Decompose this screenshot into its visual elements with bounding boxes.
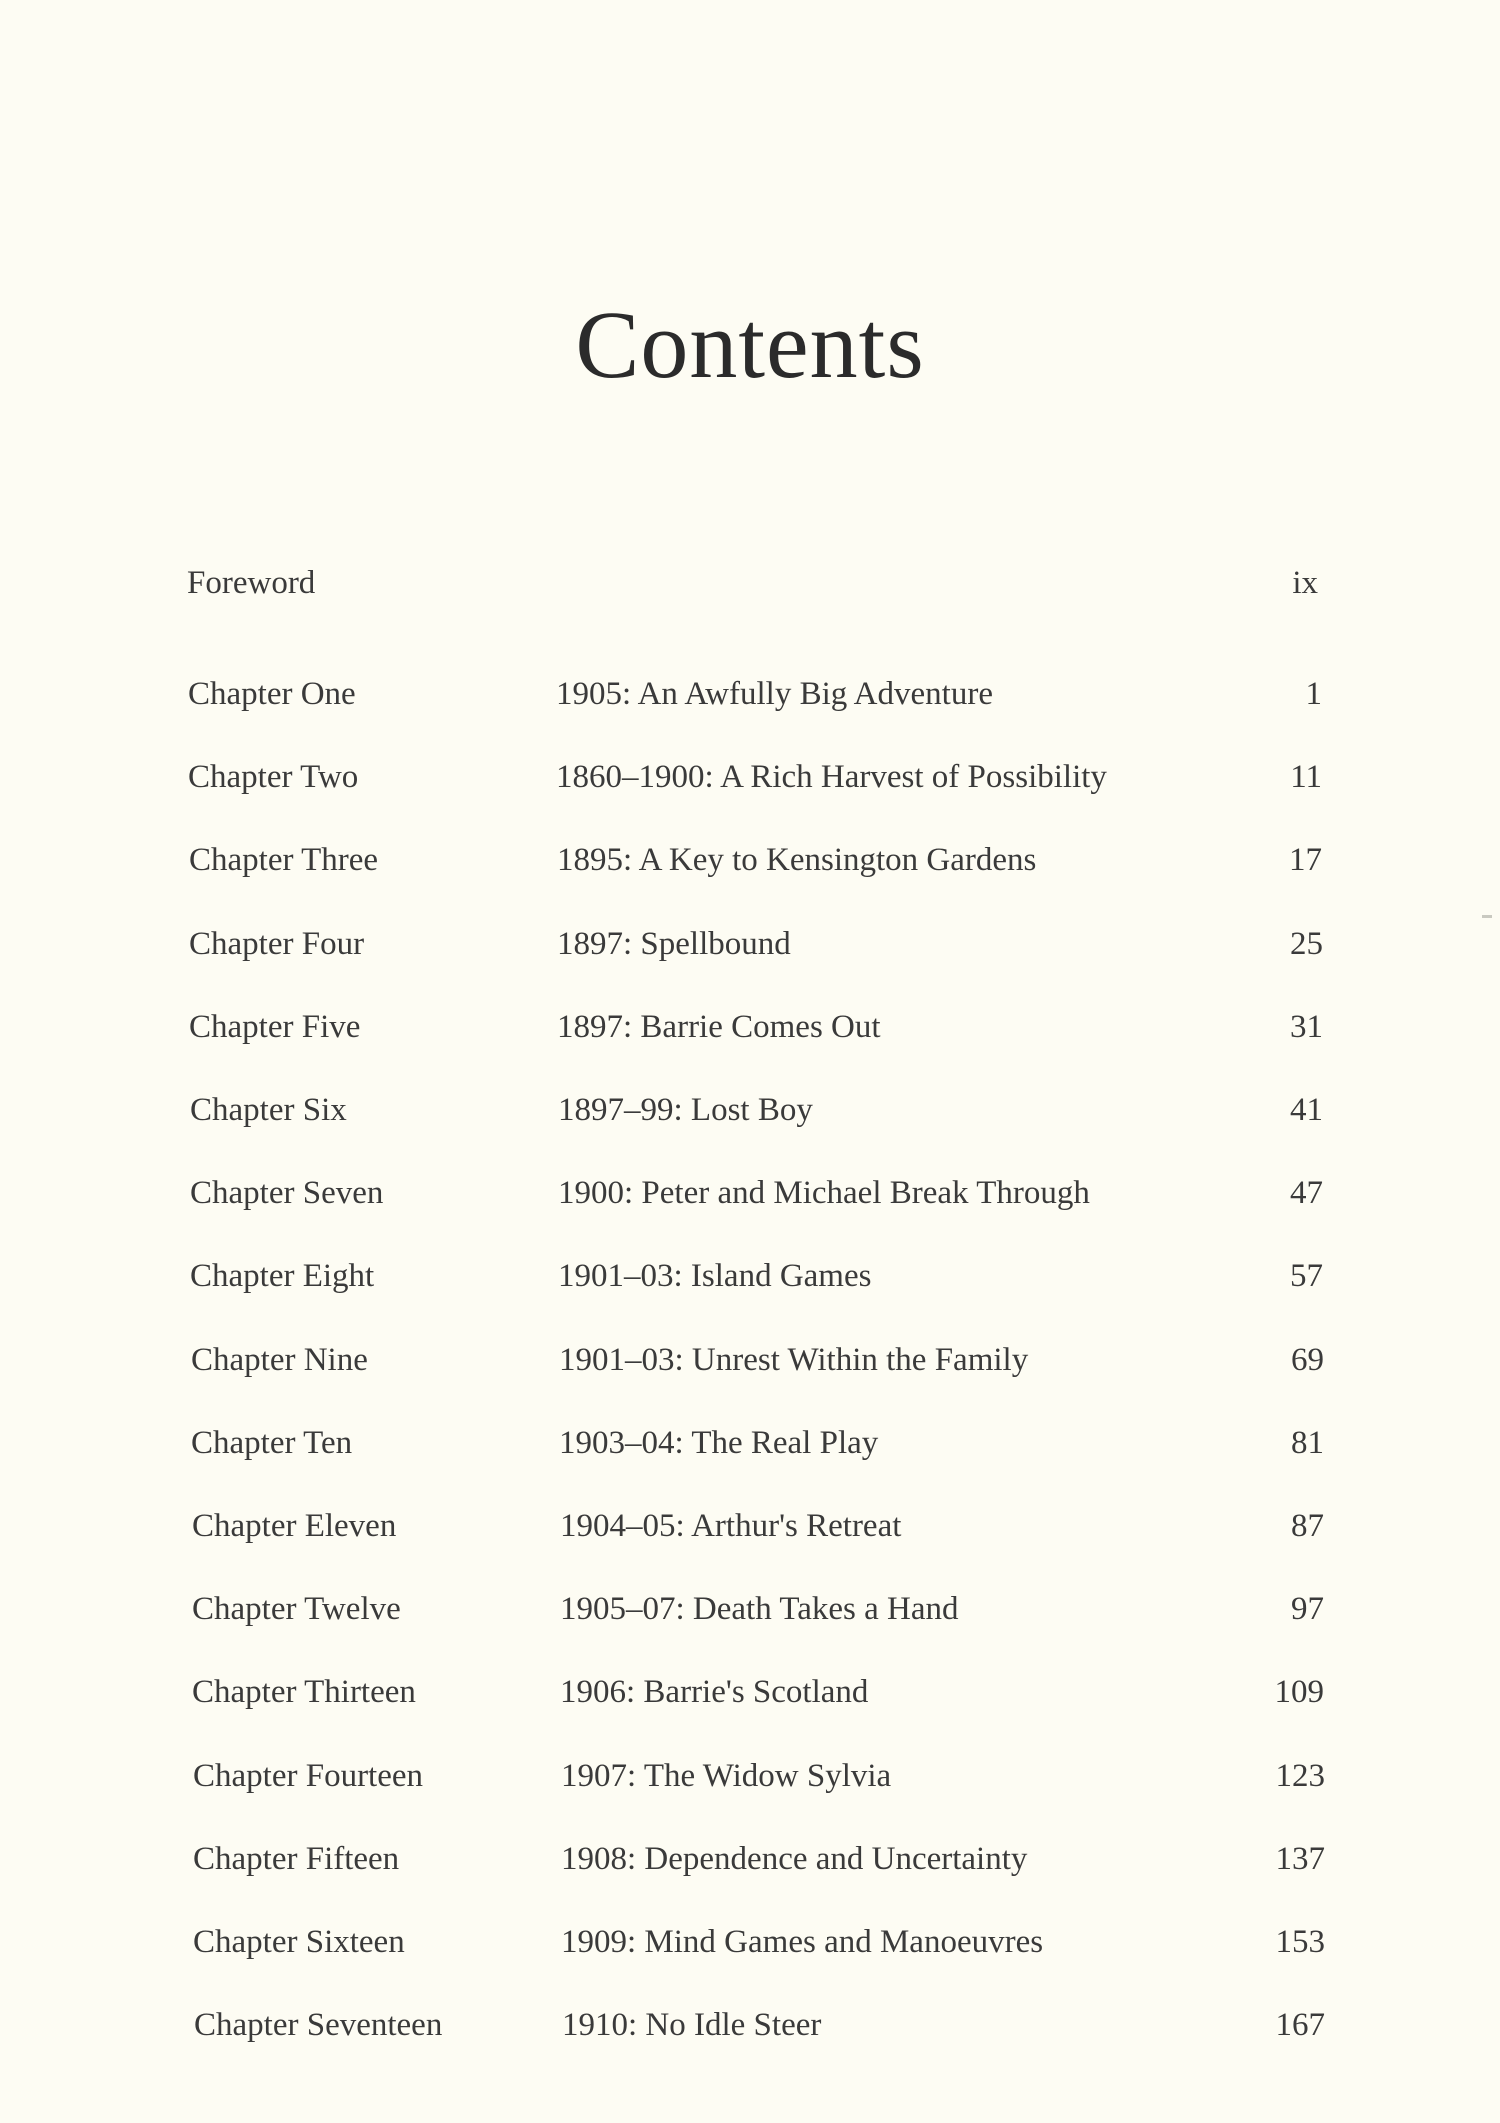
- toc-chapter-label: Chapter Ten: [191, 1425, 353, 1461]
- toc-chapter-label: Chapter Fifteen: [193, 1841, 400, 1877]
- toc-chapter-label: Chapter Five: [189, 1009, 361, 1045]
- toc-chapter-heading: 1907: The Widow Sylvia: [561, 1758, 892, 1794]
- toc-page-number: 109: [1274, 1674, 1324, 1710]
- toc-chapter-heading: 1897: Spellbound: [557, 926, 791, 962]
- page-title: Contents: [575, 291, 925, 399]
- toc-page-number: 17: [1289, 842, 1322, 878]
- toc-row: [0, 676, 1500, 726]
- toc-chapter-heading: 1895: A Key to Kensington Gardens: [557, 842, 1037, 878]
- toc-chapter-label: Chapter Eleven: [192, 1508, 397, 1544]
- toc-chapter-heading: 1910: No Idle Steer: [562, 2007, 822, 2043]
- toc-row: [0, 2007, 1500, 2057]
- toc-page-number: 1: [1305, 676, 1322, 712]
- toc-chapter-heading: 1905–07: Death Takes a Hand: [560, 1591, 959, 1627]
- toc-page-number: 25: [1290, 926, 1323, 962]
- toc-chapter-label: Chapter Seven: [190, 1175, 384, 1211]
- toc-page-number: 137: [1275, 1841, 1325, 1877]
- toc-page-number: 69: [1291, 1342, 1324, 1378]
- toc-chapter-heading: 1904–05: Arthur's Retreat: [560, 1508, 902, 1544]
- toc-chapter-heading: 1903–04: The Real Play: [559, 1425, 879, 1461]
- toc-chapter-label: Chapter Nine: [191, 1342, 368, 1378]
- toc-page-number: 41: [1290, 1092, 1323, 1128]
- toc-row: [0, 1924, 1500, 1974]
- toc-chapter-label: Chapter Sixteen: [193, 1924, 405, 1960]
- toc-row: [0, 842, 1500, 892]
- toc-row: [0, 1009, 1500, 1059]
- toc-chapter-label: Chapter Twelve: [192, 1591, 401, 1627]
- toc-page-number: 167: [1275, 2007, 1325, 2043]
- toc-row: [0, 759, 1500, 809]
- toc-page-number: 47: [1290, 1175, 1323, 1211]
- toc-chapter-heading: 1897–99: Lost Boy: [558, 1092, 813, 1128]
- toc-page-number: 123: [1275, 1758, 1325, 1794]
- toc-page-number: 87: [1291, 1508, 1324, 1544]
- toc-row: [0, 1425, 1500, 1475]
- scan-mark: [1482, 915, 1492, 918]
- toc-label: Foreword: [187, 565, 316, 601]
- toc-chapter-heading: 1901–03: Unrest Within the Family: [559, 1342, 1029, 1378]
- toc-row: [0, 1674, 1500, 1724]
- toc-chapter-label: Chapter Six: [190, 1092, 347, 1128]
- toc-row: [0, 1841, 1500, 1891]
- toc-chapter-label: Chapter Fourteen: [193, 1758, 424, 1794]
- toc-page-number: 97: [1291, 1591, 1324, 1627]
- toc-row: [0, 1758, 1500, 1808]
- toc-chapter-heading: 1906: Barrie's Scotland: [560, 1674, 869, 1710]
- toc-chapter-label: Chapter One: [188, 676, 356, 712]
- toc-page-number: 153: [1275, 1924, 1325, 1960]
- toc-row: [0, 1591, 1500, 1641]
- toc-chapter-heading: 1909: Mind Games and Manoeuvres: [561, 1924, 1044, 1960]
- toc-chapter-heading: 1900: Peter and Michael Break Through: [558, 1175, 1090, 1211]
- toc-chapter-heading: 1908: Dependence and Uncertainty: [561, 1841, 1028, 1877]
- toc-row: [0, 1175, 1500, 1225]
- toc-chapter-label: Chapter Three: [189, 842, 379, 878]
- toc-chapter-label: Chapter Eight: [190, 1258, 375, 1294]
- toc-chapter-heading: 1901–03: Island Games: [558, 1258, 872, 1294]
- toc-row: [0, 926, 1500, 976]
- toc-page-number: 11: [1290, 759, 1322, 795]
- toc-row: [0, 1342, 1500, 1392]
- toc-chapter-label: Chapter Thirteen: [192, 1674, 416, 1710]
- toc-page-number: 57: [1290, 1258, 1323, 1294]
- toc-chapter-label: Chapter Two: [188, 759, 359, 795]
- toc-chapter-heading: 1897: Barrie Comes Out: [557, 1009, 881, 1045]
- toc-chapter-label: Chapter Seventeen: [194, 2007, 443, 2043]
- toc-row: [0, 1508, 1500, 1558]
- toc-chapter-heading: 1860–1900: A Rich Harvest of Possibility: [556, 759, 1107, 795]
- toc-page-number: ix: [1292, 565, 1318, 601]
- toc-chapter-heading: 1905: An Awfully Big Adventure: [556, 676, 993, 712]
- toc-page-number: 81: [1291, 1425, 1324, 1461]
- toc-row: [0, 1092, 1500, 1142]
- toc-chapter-label: Chapter Four: [189, 926, 365, 962]
- toc-row: [0, 1258, 1500, 1308]
- toc-row-foreword: [0, 565, 1500, 615]
- toc-page-number: 31: [1290, 1009, 1323, 1045]
